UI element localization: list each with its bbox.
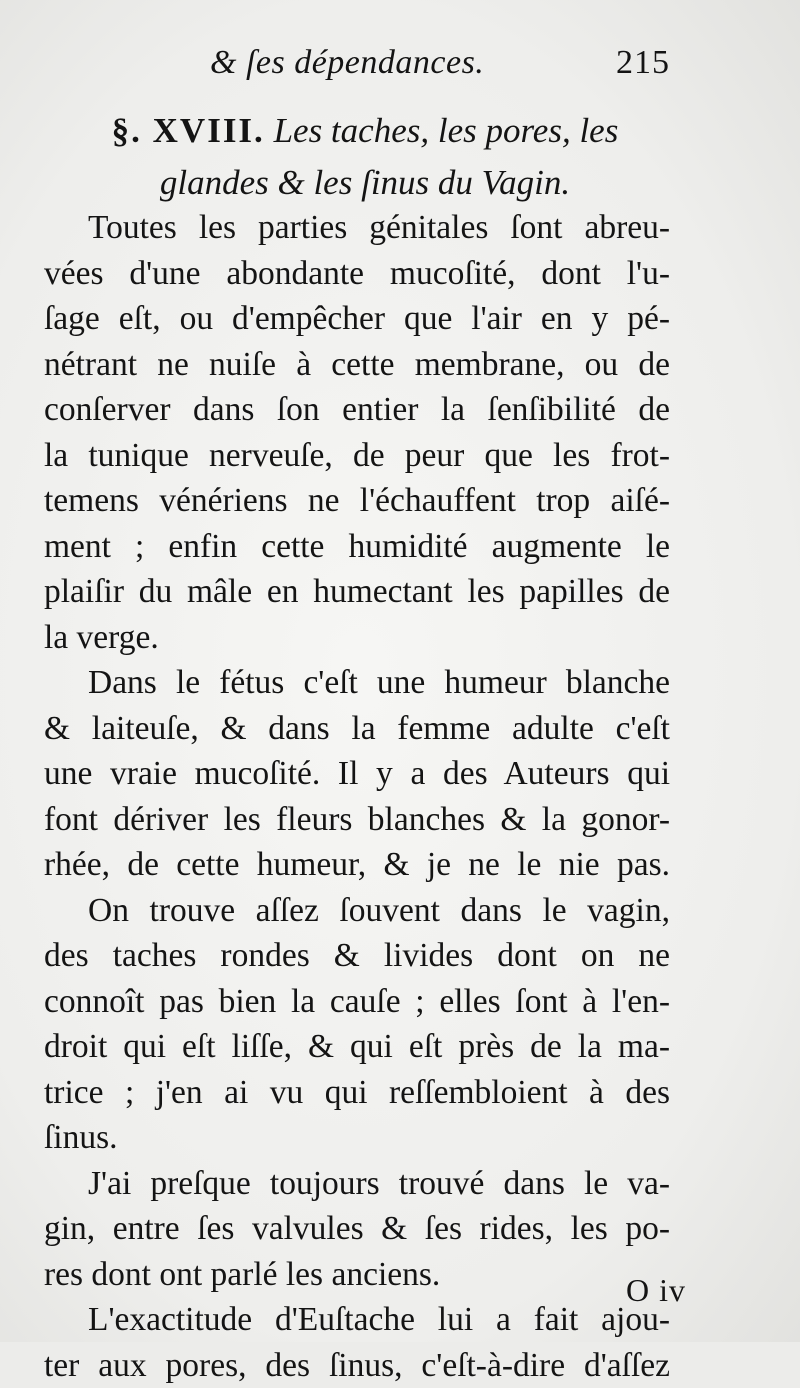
text-line: gin, entre ſes valvules & ſes rides, les po- bbox=[44, 1206, 670, 1252]
text-line: J'ai preſque toujours trouvé dans le va- bbox=[44, 1161, 670, 1207]
text-line: L'exactitude d'Euſtache lui a fait ajou- bbox=[44, 1297, 670, 1343]
text-line: conſerver dans ſon entier la ſenſibilité de bbox=[44, 387, 670, 433]
text-line: ſinus. bbox=[44, 1115, 670, 1161]
body-text bbox=[44, 205, 670, 1388]
page-header bbox=[40, 40, 670, 90]
text-line: & laiteuſe, & dans la femme adulte c'eſt bbox=[44, 706, 670, 752]
text-line: res dont ont parlé les anciens. bbox=[44, 1252, 670, 1298]
text-line: une vraie mucoſité. Il y a des Auteurs qui bbox=[44, 751, 670, 797]
text-line: la tunique nerveuſe, de peur que les frot- bbox=[44, 433, 670, 479]
text-line: des taches rondes & livides dont on ne bbox=[44, 933, 670, 979]
text-line: connoît pas bien la cauſe ; elles ſont à l'en- bbox=[44, 979, 670, 1025]
section-number: §. XVIII. bbox=[112, 111, 265, 150]
text-line: nétrant ne nuiſe à cette membrane, ou de bbox=[44, 342, 670, 388]
section-title-part-2: glandes & les ſinus du Vagin. bbox=[55, 157, 675, 209]
text-line: vées d'une abondante mucoſité, dont l'u- bbox=[44, 251, 670, 297]
text-line: droit qui eſt liſſe, & qui eſt près de la ma- bbox=[44, 1024, 670, 1070]
text-line: Toutes les parties génitales ſont abreu- bbox=[44, 205, 670, 251]
text-line: la verge. bbox=[44, 615, 670, 661]
text-line: font dériver les fleurs blanches & la gonor- bbox=[44, 797, 670, 843]
text-line: ment ; enfin cette humidité augmente le bbox=[44, 524, 670, 570]
section-heading bbox=[55, 105, 675, 209]
text-line: temens vénériens ne l'échauffent trop aiſé- bbox=[44, 478, 670, 524]
text-line: On trouve aſſez ſouvent dans le vagin, bbox=[44, 888, 670, 934]
section-title-part-1: Les taches, les pores, les bbox=[274, 111, 619, 150]
text-line: ter aux pores, des ſinus, c'eſt-à-dire d'aſſez bbox=[44, 1343, 670, 1388]
text-line: plaiſir du mâle en humectant les papilles de bbox=[44, 569, 670, 615]
text-line: ſage eſt, ou d'empêcher que l'air en y pé- bbox=[44, 296, 670, 342]
text-line: rhée, de cette humeur, & je ne le nie pas. bbox=[44, 842, 670, 888]
running-title: & ſes dépendances. bbox=[210, 44, 484, 82]
text-line: Dans le fétus c'eſt une humeur blanche bbox=[44, 660, 670, 706]
text-line: trice ; j'en ai vu qui reſſembloient à des bbox=[44, 1070, 670, 1116]
section-heading-line-1 bbox=[55, 105, 675, 157]
signature-mark: O iv bbox=[626, 1272, 686, 1309]
page-number: 215 bbox=[616, 44, 670, 82]
